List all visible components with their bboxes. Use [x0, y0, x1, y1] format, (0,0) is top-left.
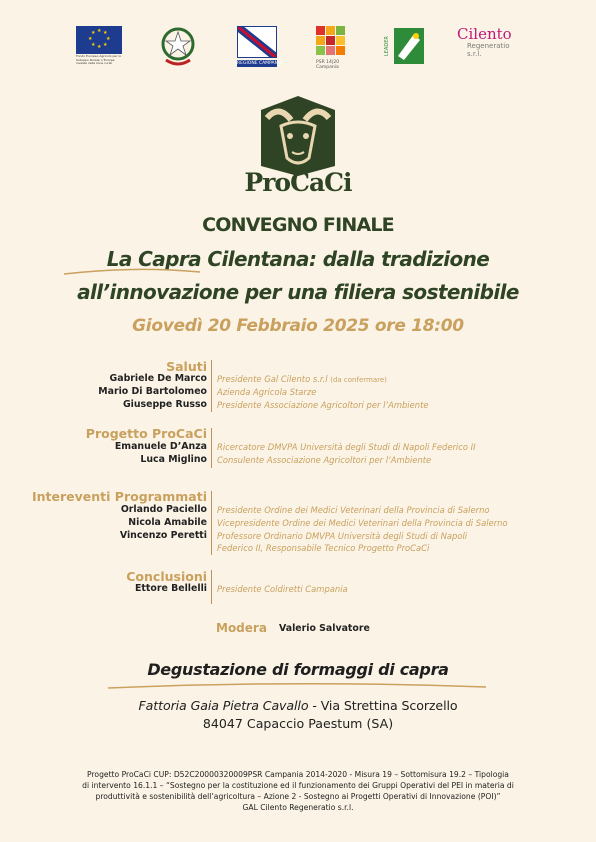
- event-date: Giovedì 20 Febbraio 2025 ore 18:00: [132, 316, 464, 336]
- speaker-role: Presidente Ordine dei Medici Veterinari della Provincia di Salerno: [217, 505, 490, 515]
- venue-name: Fattoria Gaia Pietra Cavallo: [138, 698, 309, 713]
- venue-street: - Via Strettina Scorzello: [308, 698, 458, 713]
- event-type-heading: CONVEGNO FINALE: [202, 214, 394, 236]
- tasting-heading: Degustazione di formaggi di capra: [147, 660, 449, 679]
- svg-text:LEADER: LEADER: [384, 36, 390, 56]
- speaker-name: Gabriele De Marco: [109, 373, 207, 384]
- speaker-role: Professore Ordinario DMVPA Università degli Studi di Napoli: [217, 531, 468, 541]
- moderator-label: Modera: [216, 621, 267, 635]
- title-swoosh-icon: [62, 268, 202, 276]
- footer-line: Progetto ProCaCi CUP: D52C20000320009PSR Campania 2014-2020 - Misura 19 – Sottomisura 19.2 – Tipologia: [87, 770, 509, 779]
- venue-address: [0, 698, 596, 713]
- speaker-name: Orlando Paciello: [120, 504, 207, 515]
- eu-caption: Fondo Europeo Agricolo per lo Sviluppo Rurale: L'Europa investe nelle zone rurali: [76, 54, 122, 65]
- leader-logo: [384, 26, 426, 66]
- speaker-role: Consulente Associazione Agricoltori per l’Ambiente: [217, 455, 432, 465]
- campania-caption: REGIONE CAMPANIA: [237, 61, 283, 66]
- program-divider: [211, 570, 212, 604]
- regione-campania-logo: [237, 26, 283, 70]
- program-divider: [211, 360, 212, 412]
- tasting-swoosh-icon: [106, 682, 488, 690]
- speaker-role: Presidente Coldiretti Campania: [217, 584, 348, 594]
- psr-campania-logo: [316, 26, 346, 70]
- brand-wordmark: ProCaCi: [244, 168, 352, 197]
- speaker-name: Ettore Bellelli: [135, 583, 207, 594]
- section-title-interventi: Intereventi Programmati: [32, 489, 207, 504]
- section-title-conclusioni: Conclusioni: [126, 569, 207, 584]
- psr-caption: PSR 14|20: [316, 60, 340, 65]
- speaker-name: Giuseppe Russo: [122, 399, 207, 410]
- speaker-role: Vicepresidente Ordine dei Medici Veterinari della Provincia di Salerno: [217, 518, 508, 528]
- speaker-name: Nicola Amabile: [128, 517, 207, 528]
- partner-logo-strip: [0, 26, 596, 74]
- psr-mosaic-icon: [316, 26, 346, 56]
- section-title-saluti: Saluti: [166, 359, 207, 374]
- speaker-name: Emanuele D’Anza: [114, 441, 207, 452]
- funding-footer: [30, 769, 566, 813]
- venue-city: 84047 Capaccio Paestum (SA): [202, 716, 394, 731]
- footer-line: GAL Cilento Regeneratio s.r.l.: [242, 803, 354, 812]
- psr-subcaption: Campania: [316, 65, 339, 70]
- eu-flag-icon: ★ ★ ★ ★ ★ ★ ★ ★: [76, 26, 122, 54]
- italian-republic-emblem: [160, 26, 196, 70]
- moderator-name: Valerio Salvatore: [279, 623, 370, 634]
- campania-shield-icon: [237, 26, 277, 58]
- eu-flag-logo: [76, 26, 122, 66]
- role-text: Presidente Gal Cilento s.r.l: [217, 374, 328, 384]
- speaker-role: Ricercatore DMVPA Università degli Studi di Napoli Federico II: [217, 442, 476, 452]
- program-divider: [211, 491, 212, 555]
- cilento-subtitle: Regeneratio s.r.l.: [467, 42, 510, 58]
- speaker-role: Presidente Associazione Agricoltori per l’Ambiente: [217, 400, 429, 410]
- footer-line: di intervento 16.1.1 – “Sostegno per la costituzione ed il funzionamento dei Gruppi Operativi del PEI in materia di: [82, 781, 514, 790]
- footer-line: produttività e sostenibilità dell’agricoltura – Azione 2 - Sostegno ai Progetti Operativi di Innovazione (POI)”: [95, 792, 501, 801]
- role-note: (da confermare): [330, 376, 387, 384]
- event-title-line2: all’innovazione per una filiera sostenibile: [77, 280, 519, 304]
- cilento-regeneratio-logo: [457, 26, 521, 66]
- speaker-role-continued: Federico II, Responsabile Tecnico Progetto ProCaCi: [217, 543, 430, 553]
- event-title-line1: La Capra Cilentana: dalla tradizione: [106, 247, 490, 271]
- speaker-role: [217, 373, 387, 386]
- speaker-name: Mario Di Bartolomeo: [98, 386, 207, 397]
- speaker-name: Luca Miglino: [140, 454, 207, 465]
- section-title-progetto: Progetto ProCaCi: [85, 426, 207, 441]
- speaker-role: Azienda Agricola Starze: [217, 387, 317, 397]
- cilento-wordmark: Cilento: [457, 25, 512, 43]
- program-divider: [211, 428, 212, 468]
- speaker-name: Vincenzo Peretti: [119, 530, 207, 541]
